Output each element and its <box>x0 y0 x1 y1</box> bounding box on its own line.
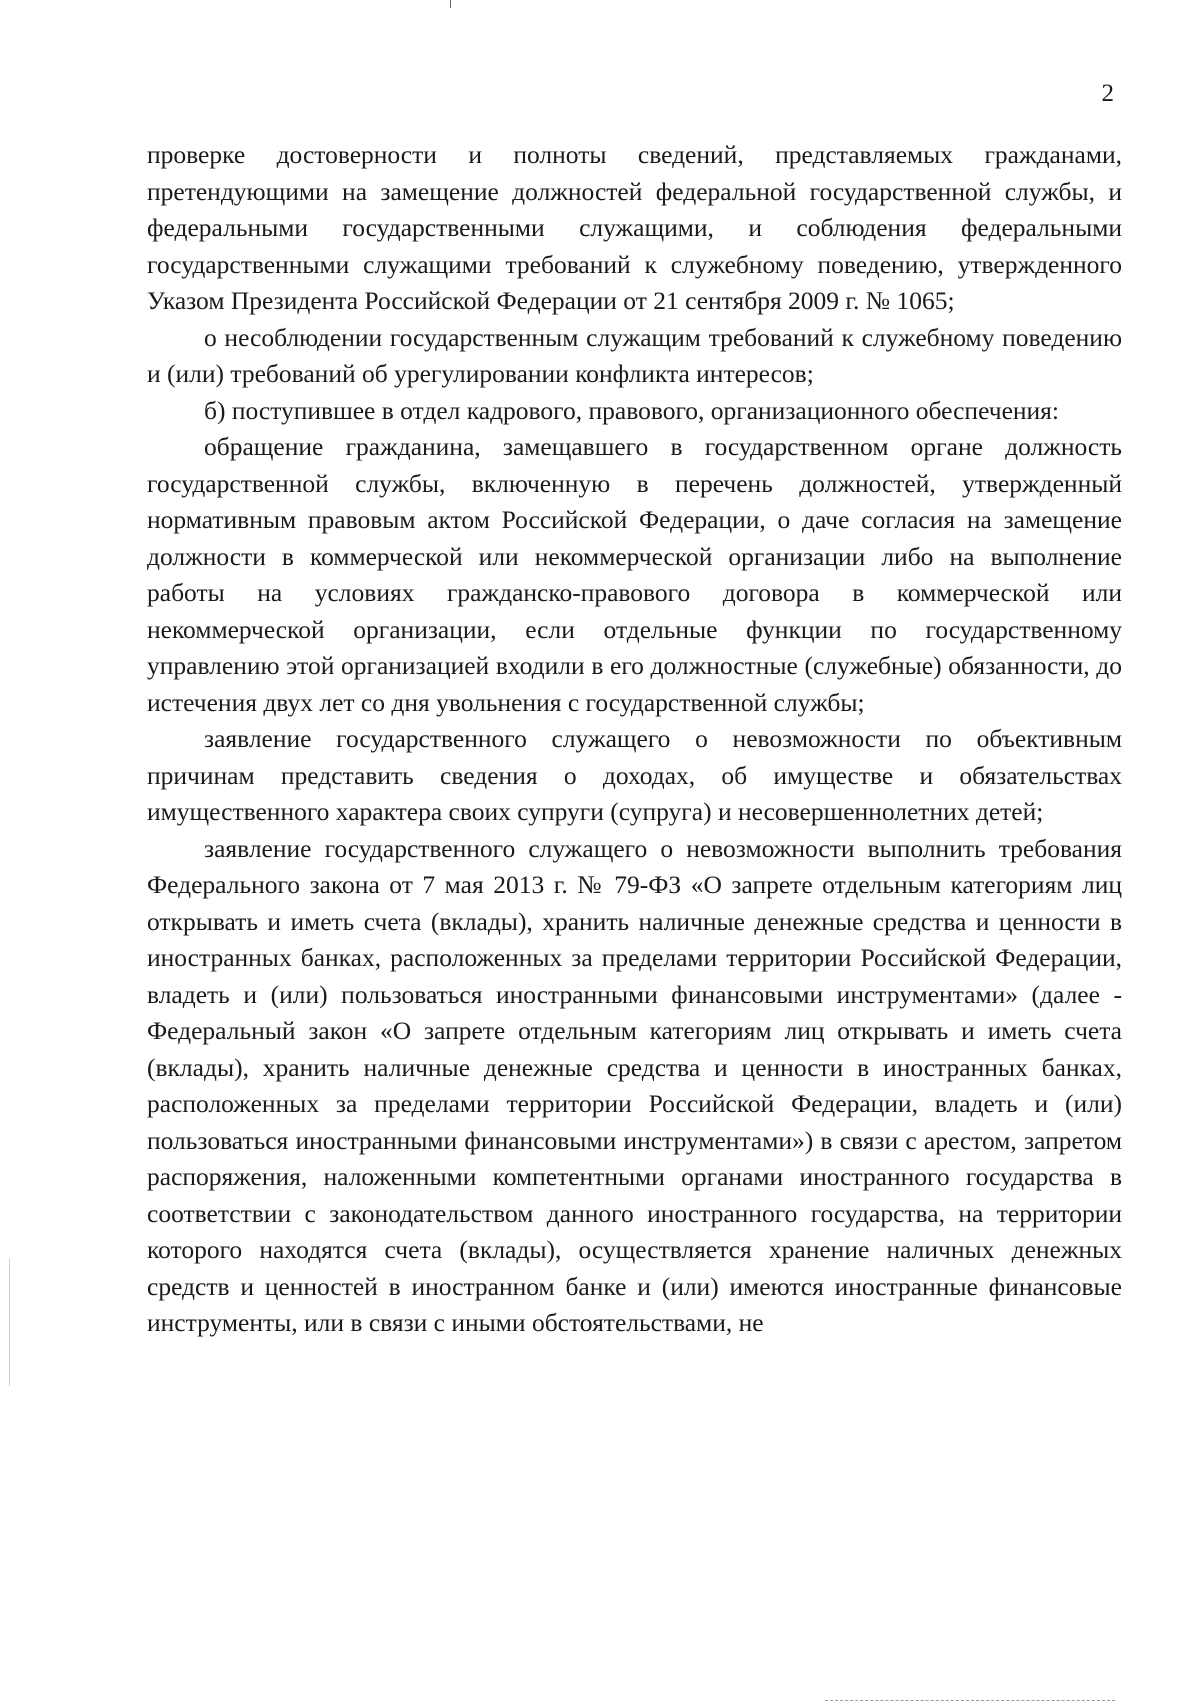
paragraph-nonobservance: о несоблюдении государственным служащим требований к служебному поведению и (или) требований об урегулировании конфликта интересов; <box>147 322 1122 388</box>
scan-artifact-top <box>450 0 451 8</box>
page-number: 2 <box>1101 80 1114 107</box>
paragraph-foreign-accounts: заявление государственного служащего о невозможности выполнить требования Федерального закона от 7 мая 2013 г. № 79-ФЗ «О запрете отдельным категориям лиц открывать и иметь счета (вклады), хранить наличные денежные средства и ценности в иностранных банках, расположенных за пределами территории Российской Федерации, владеть и (или) пользоваться иностранными финансовыми инструментами» (далее - Федеральный закон «О запрете отдельным категориям лиц открывать и иметь счета (вклады), хранить наличные денежные средства и ценности в иностранных банках, расположенных за пределами территории Российской Федерации, владеть и (или) пользоваться иностранными финансовыми инструментами») в связи с арестом, запретом распоряжения, наложенными компетентными органами иностранного государства в соответствии с законодательством данного иностранного государства, на территории которого находятся счета (вклады), осуществляется хранение наличных денежных средств и ценностей в иностранном банке и (или) имеются иностранные финансовые инструменты, или в связи с иными обстоятельствами, не <box>147 833 1122 1337</box>
paragraph-continuation: проверке достоверности и полноты сведений, представляемых гражданами, претендующими на замещение должностей федеральной государственной службы, и федеральными государственными служащими, и соблюдения федеральными государственными служащими требований к служебному поведению, утвержденного Указом Президента Российской Федерации от 21 сентября 2009 г. № 1065; <box>147 140 1122 315</box>
document-body <box>147 137 1122 1342</box>
paragraph-item-b: б) поступившее в отдел кадрового, правового, организационного обеспечения: <box>204 395 1059 425</box>
scan-artifact-left <box>9 1258 10 1386</box>
scan-artifact-bottom <box>825 1700 1115 1702</box>
paragraph-income-statement: заявление государственного служащего о невозможности по объективным причинам представить сведения о доходах, об имуществе и обязательствах имущественного характера своих супруги (супруга) и несовершеннолетних детей; <box>147 724 1122 826</box>
paragraph-citizen-appeal: обращение гражданина, замещавшего в государственном органе должность государственной службы, включенную в перечень должностей, утвержденный нормативным правовым актом Российской Федерации, о даче согласия на замещение должности в коммерческой или некоммерческой организации либо на выполнение работы на условиях гражданско-правового договора в коммерческой или некоммерческой организации, если отдельные функции по государственному управлению этой организацией входили в его должностные (служебные) обязанности, до истечения двух лет со дня увольнения с государственной службы; <box>147 432 1122 717</box>
